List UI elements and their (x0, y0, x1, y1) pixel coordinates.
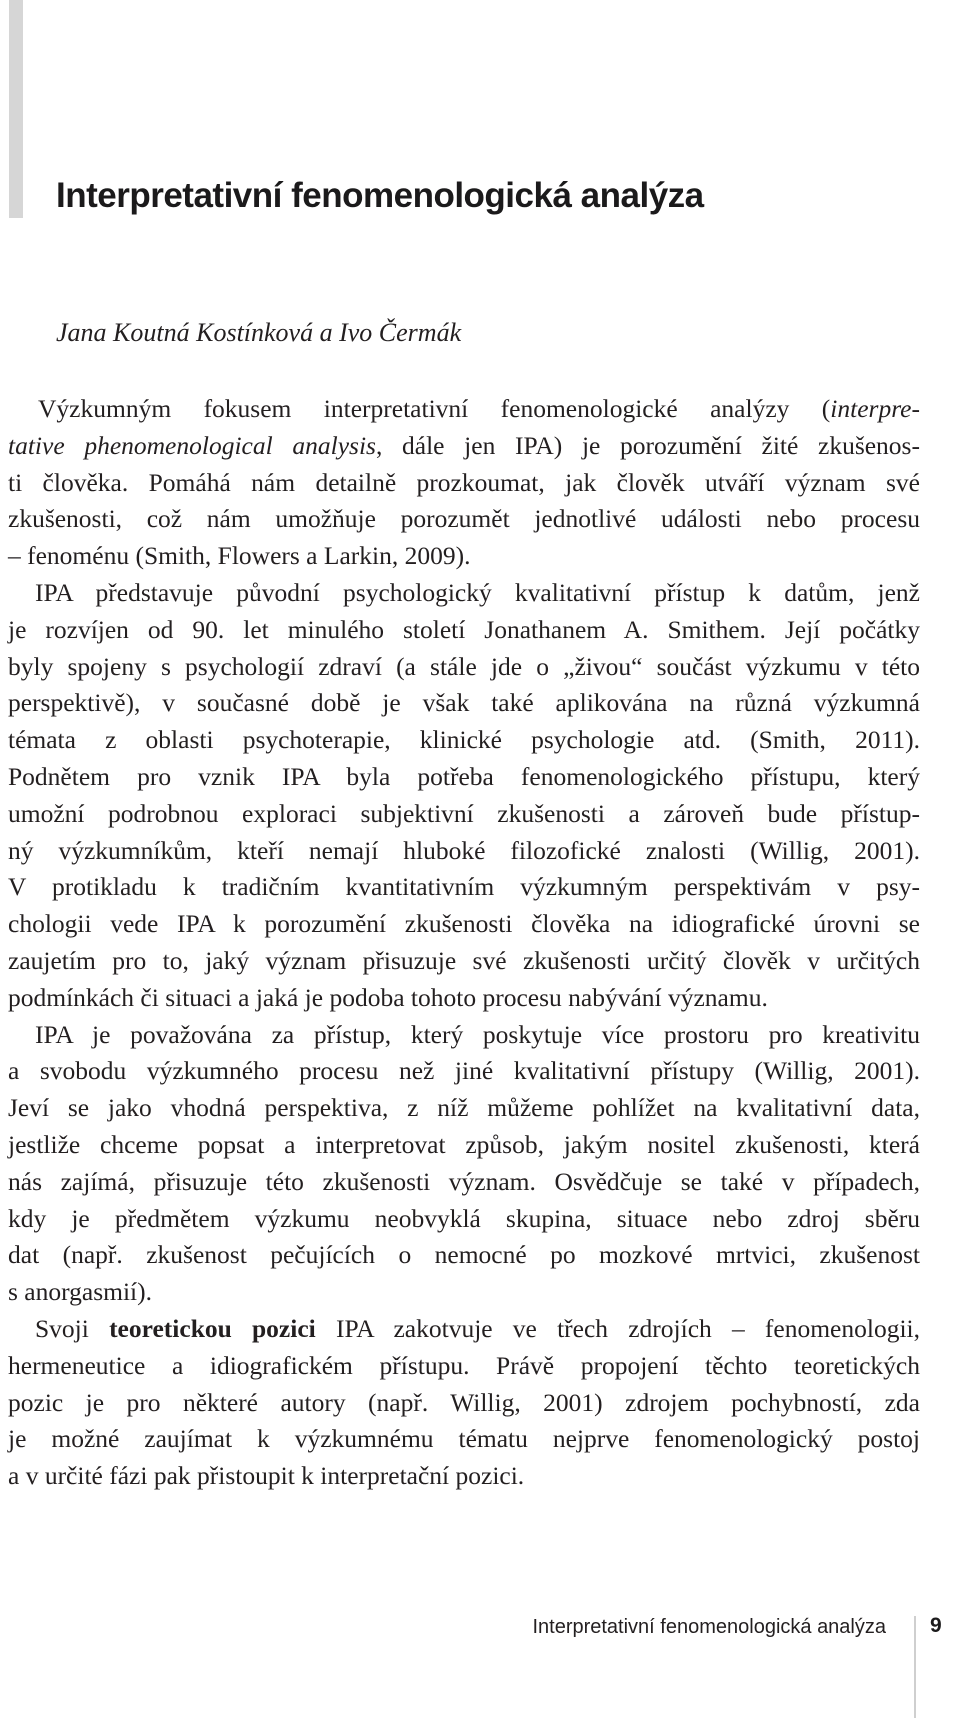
text-run: IPA zakotvuje ve třech zdrojích – fenomenologii, (315, 1313, 921, 1343)
emphasized-term: teoretickou pozici (109, 1313, 316, 1343)
text-line: kdy je předmětem výzkumu neobvyklá skupina, situace nebo zdroj sběru (8, 1203, 920, 1233)
text-line: zkušenosti, což nám umožňuje porozumět jednotlivé události nebo procesu (8, 504, 920, 534)
text-line: IPA představuje původní psychologický kvalitativní přístup k datům, jenž (35, 577, 920, 607)
chapter-marker-bar (9, 0, 23, 218)
page-footer (0, 1600, 960, 1718)
text-line: chologii vede IPA k porozumění zkušenosti člověka na idiografické úrovni se (8, 909, 920, 939)
text-line: pozic je pro některé autory (např. Willig, 2001) zdrojem pochybností, zda (8, 1387, 920, 1417)
running-title: Interpretativní fenomenologická analýza (532, 1616, 886, 1638)
text-line: a svobodu výzkumného procesu než jiné kvalitativní přístupy (Willig, 2001). (8, 1056, 920, 1086)
text-line: Jeví se jako vhodná perspektiva, z níž můžeme pohlížet na kvalitativní data, (8, 1093, 920, 1123)
text-line: podmínkách či situaci a jaká je podoba tohoto procesu nabývání významu. (8, 982, 768, 1012)
text-line: zaujetím pro to, jaký význam přisuzuje své zkušenosti určitý člověk v určitých (8, 945, 920, 975)
text-line: IPA je považována za přístup, který poskytuje více prostoru pro kreativitu (35, 1019, 920, 1049)
paragraph-1 (8, 391, 920, 575)
text-line: nás zajímá, přisuzuje této zkušenosti význam. Osvědčuje se také v případech, (8, 1166, 920, 1196)
text-line: ti člověka. Pomáhá nám detailně prozkoumat, jak člověk utváří význam své (8, 467, 920, 497)
text-line (8, 1311, 920, 1348)
text-run: Výzkumným fokusem interpretativní fenomenologické analýzy ( (38, 394, 831, 423)
body-text (8, 391, 920, 1495)
page-number: 9 (930, 1614, 942, 1637)
latin-term: tative phenomenological analysis (8, 430, 376, 460)
text-line: jestliže chceme popsat a interpretovat způsob, jakým nositel zkušenosti, která (8, 1129, 920, 1159)
text-line (8, 428, 920, 465)
text-line: je možné zaujímat k výzkumnému tématu nejprve fenomenologický postoj (8, 1424, 920, 1454)
chapter-authors: Jana Koutná Kostínková a Ivo Čermák (56, 318, 462, 347)
text-run: , dále jen IPA) je porozumění žité zkušenos- (375, 430, 920, 460)
latin-term: interpre- (830, 394, 920, 423)
text-line (8, 391, 920, 428)
footer-divider (914, 1616, 916, 1718)
text-line: ný výzkumníkům, kteří nemají hluboké filozofické znalosti (Willig, 2001). (8, 835, 920, 865)
text-run: Svoji (35, 1313, 110, 1343)
text-line: témata z oblasti psychoterapie, klinické psychologie atd. (Smith, 2011). (8, 725, 920, 755)
text-line: byly spojeny s psychologií zdraví (a stále jde o „živou“ součást výzkumu v této (8, 651, 920, 681)
chapter-title: Interpretativní fenomenologická analýza (56, 176, 704, 215)
text-line: dat (např. zkušenost pečujících o nemocné po mozkové mrtvici, zkušenost (8, 1240, 920, 1270)
paragraph-3 (8, 1017, 920, 1311)
text-line: perspektivě), v současné době je však také aplikována na různá výzkumná (8, 688, 920, 718)
text-line: – fenoménu (Smith, Flowers a Larkin, 2009). (8, 541, 471, 571)
text-line: hermeneutice a idiografickém přístupu. Právě propojení těchto teoretických (8, 1350, 920, 1380)
text-line: Podnětem pro vznik IPA byla potřeba fenomenologického přístupu, který (8, 761, 920, 791)
text-line: V protikladu k tradičním kvantitativním výzkumným perspektivám v psy- (8, 872, 920, 902)
text-line: a v určité fázi pak přistoupit k interpretační pozici. (8, 1461, 525, 1491)
text-line: s anorgasmií). (8, 1277, 153, 1307)
paragraph-4 (8, 1311, 920, 1495)
text-line: je rozvíjen od 90. let minulého století Jonathanem A. Smithem. Její počátky (8, 614, 920, 644)
text-line: umožní podrobnou exploraci subjektivní zkušenosti a zároveň bude přístup- (8, 798, 920, 828)
paragraph-2 (8, 575, 920, 1017)
